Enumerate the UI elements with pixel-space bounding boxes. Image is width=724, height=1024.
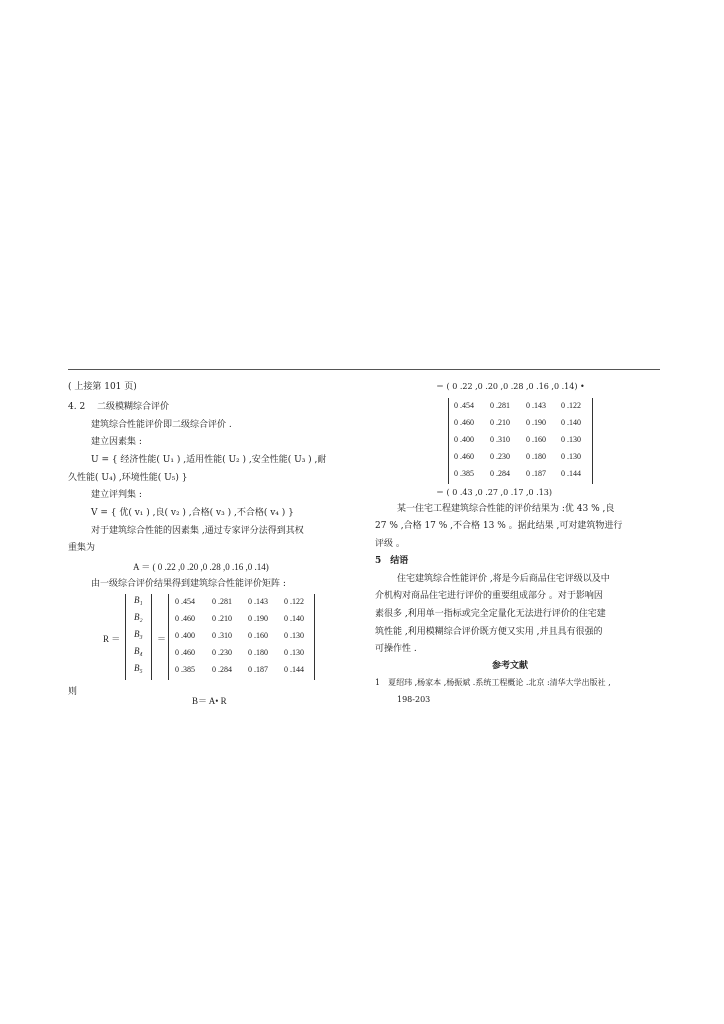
section-heading-4-2: 4. 2 二级模糊综合评价 [68, 402, 170, 412]
result-paragraph-line: 评级 。 [375, 539, 405, 549]
factor-set-line-1: U = { 经济性能( U₁ ) ,适用性能( U₂ ) ,安全性能( U₃ ) ,耐 [91, 455, 327, 465]
weight-vector: A ＝ ( 0 .22 ,0 .20 ,0 .28 ,0 .16 ,0 .14) [133, 562, 269, 572]
matrix-row [449, 416, 592, 432]
paragraph-text: 建立评判集 : [91, 490, 142, 500]
matrix-cell: 0 .284 [490, 469, 510, 478]
matrix-B-right-bar [151, 594, 152, 680]
conclusion-line: 筑性能 ,利用模糊综合评价既方便又实用 ,并且具有很强的 [375, 627, 603, 637]
evaluation-set: V = { 优( v₁ ) ,良( v₂ ) ,合格( v₃ ) ,不合格( v₄ ) } [91, 508, 294, 518]
then-label: 则 [68, 687, 78, 697]
matrix-cell: 0 .400 [454, 435, 474, 444]
matrix-cell: 0 .140 [561, 418, 581, 427]
matrix-cell: 0 .160 [526, 435, 546, 444]
matrix-cell: 0 .385 [454, 469, 474, 478]
performance-matrix-left [168, 594, 315, 680]
matrix-cell: 0 .454 [454, 401, 474, 410]
matrix-cell: 0 .310 [212, 631, 232, 640]
top-rule [68, 369, 660, 370]
matrix-row [169, 595, 314, 611]
matrix-cell: 0 .180 [526, 452, 546, 461]
result-paragraph-line: 某一住宅工程建筑综合性能的评价结果为 :优 43 % ,良 [397, 504, 615, 514]
matrix-cell: 0 .190 [248, 614, 268, 623]
matrix-cell: 0 .284 [212, 665, 232, 674]
matrix-row [449, 467, 592, 483]
matrix-row-label: B₄ [134, 646, 143, 656]
matrix-cell: 0 .400 [175, 631, 195, 640]
matrix-cell: 0 .210 [490, 418, 510, 427]
matrix-R-label: R ＝ [103, 634, 121, 644]
matrix-cell: 0 .460 [454, 418, 474, 427]
matrix-cell: 0 .460 [175, 648, 195, 657]
matrix-row [169, 612, 314, 628]
matrix-row-label: B₃ [134, 629, 143, 639]
matrix-B-left-bar [125, 594, 126, 680]
factor-set-line-2: 久性能( U₄) ,环境性能( U₅) } [68, 473, 188, 483]
matrix-row [449, 450, 592, 466]
matrix-cell: 0 .230 [212, 648, 232, 657]
matrix-cell: 0 .144 [561, 469, 581, 478]
paragraph-text: 重集为 [68, 543, 96, 553]
continued-note: ( 上接第 101 页) [68, 382, 137, 392]
paragraph-text: 由一级综合评价结果得到建筑综合性能评价矩阵 : [91, 579, 286, 589]
matrix-row [449, 433, 592, 449]
matrix-cell: 0 .130 [284, 631, 304, 640]
matrix-row [449, 399, 592, 415]
matrix-row [169, 646, 314, 662]
matrix-cell: 0 .143 [248, 597, 268, 606]
matrix-cell: 0 .454 [175, 597, 195, 606]
matrix-cell: 0 .143 [526, 401, 546, 410]
section-heading-5: 5 结语 [375, 556, 409, 566]
matrix-cell: 0 .160 [248, 631, 268, 640]
matrix-cell: 0 .130 [561, 435, 581, 444]
matrix-cell: 0 .310 [490, 435, 510, 444]
result-vector: ＝ ( 0 .43 ,0 .27 ,0 .17 ,0 .13) [436, 488, 553, 497]
matrix-cell: 0 .281 [212, 597, 232, 606]
matrix-row-label: B₅ [134, 663, 143, 673]
matrix-cell: 0 .122 [284, 597, 304, 606]
paragraph-text: 建筑综合性能评价即二级综合评价 . [91, 420, 232, 430]
matrix-cell: 0 .187 [248, 665, 268, 674]
paragraph-text: 对于建筑综合性能的因素集 ,通过专家评分法得到其权 [91, 526, 304, 536]
reference-1-line-1: 1 夏绍玮 ,杨家本 ,杨振斌 .系统工程概论 .北京 :清华大学出版社 , [375, 678, 611, 687]
matrix-cell: 0 .385 [175, 665, 195, 674]
conclusion-line: 住宅建筑综合性能评价 ,将是今后商品住宅评级以及中 [397, 574, 610, 584]
references-title: 参考文献 [492, 661, 529, 671]
matrix-cell: 0 .122 [561, 401, 581, 410]
matrix-row-label: B₁ [134, 595, 143, 605]
matrix-cell: 0 .460 [175, 614, 195, 623]
result-paragraph-line: 27 % ,合格 17 % ,不合格 13 % 。据此结果 ,可对建筑物进行 [375, 521, 623, 531]
conclusion-line: 素很多 ,利用单一指标或完全定量化无法进行评价的住宅建 [375, 609, 606, 619]
conclusion-line: 介机构对商品住宅进行评价的重要组成部分 。对于影响因 [375, 591, 603, 601]
matrix-row [169, 663, 314, 679]
matrix-equals: ＝ [157, 634, 167, 644]
matrix-cell: 0 .180 [248, 648, 268, 657]
matrix-cell: 0 .187 [526, 469, 546, 478]
reference-1-line-2: 198-203 [397, 695, 431, 704]
matrix-cell: 0 .130 [284, 648, 304, 657]
matrix-cell: 0 .130 [561, 452, 581, 461]
matrix-row [169, 629, 314, 645]
formula-B: B＝ A• R [192, 696, 227, 706]
equation-line-1: ＝ ( 0 .22 ,0 .20 ,0 .28 ,0 .16 ,0 .14) • [436, 382, 585, 391]
paragraph-text: 建立因素集 : [91, 437, 142, 447]
performance-matrix-right [448, 398, 593, 484]
conclusion-line: 可操作性 . [375, 644, 417, 654]
matrix-cell: 0 .144 [284, 665, 304, 674]
matrix-cell: 0 .140 [284, 614, 304, 623]
matrix-cell: 0 .281 [490, 401, 510, 410]
matrix-cell: 0 .190 [526, 418, 546, 427]
matrix-cell: 0 .230 [490, 452, 510, 461]
matrix-cell: 0 .460 [454, 452, 474, 461]
matrix-cell: 0 .210 [212, 614, 232, 623]
matrix-row-label: B₂ [134, 612, 143, 622]
